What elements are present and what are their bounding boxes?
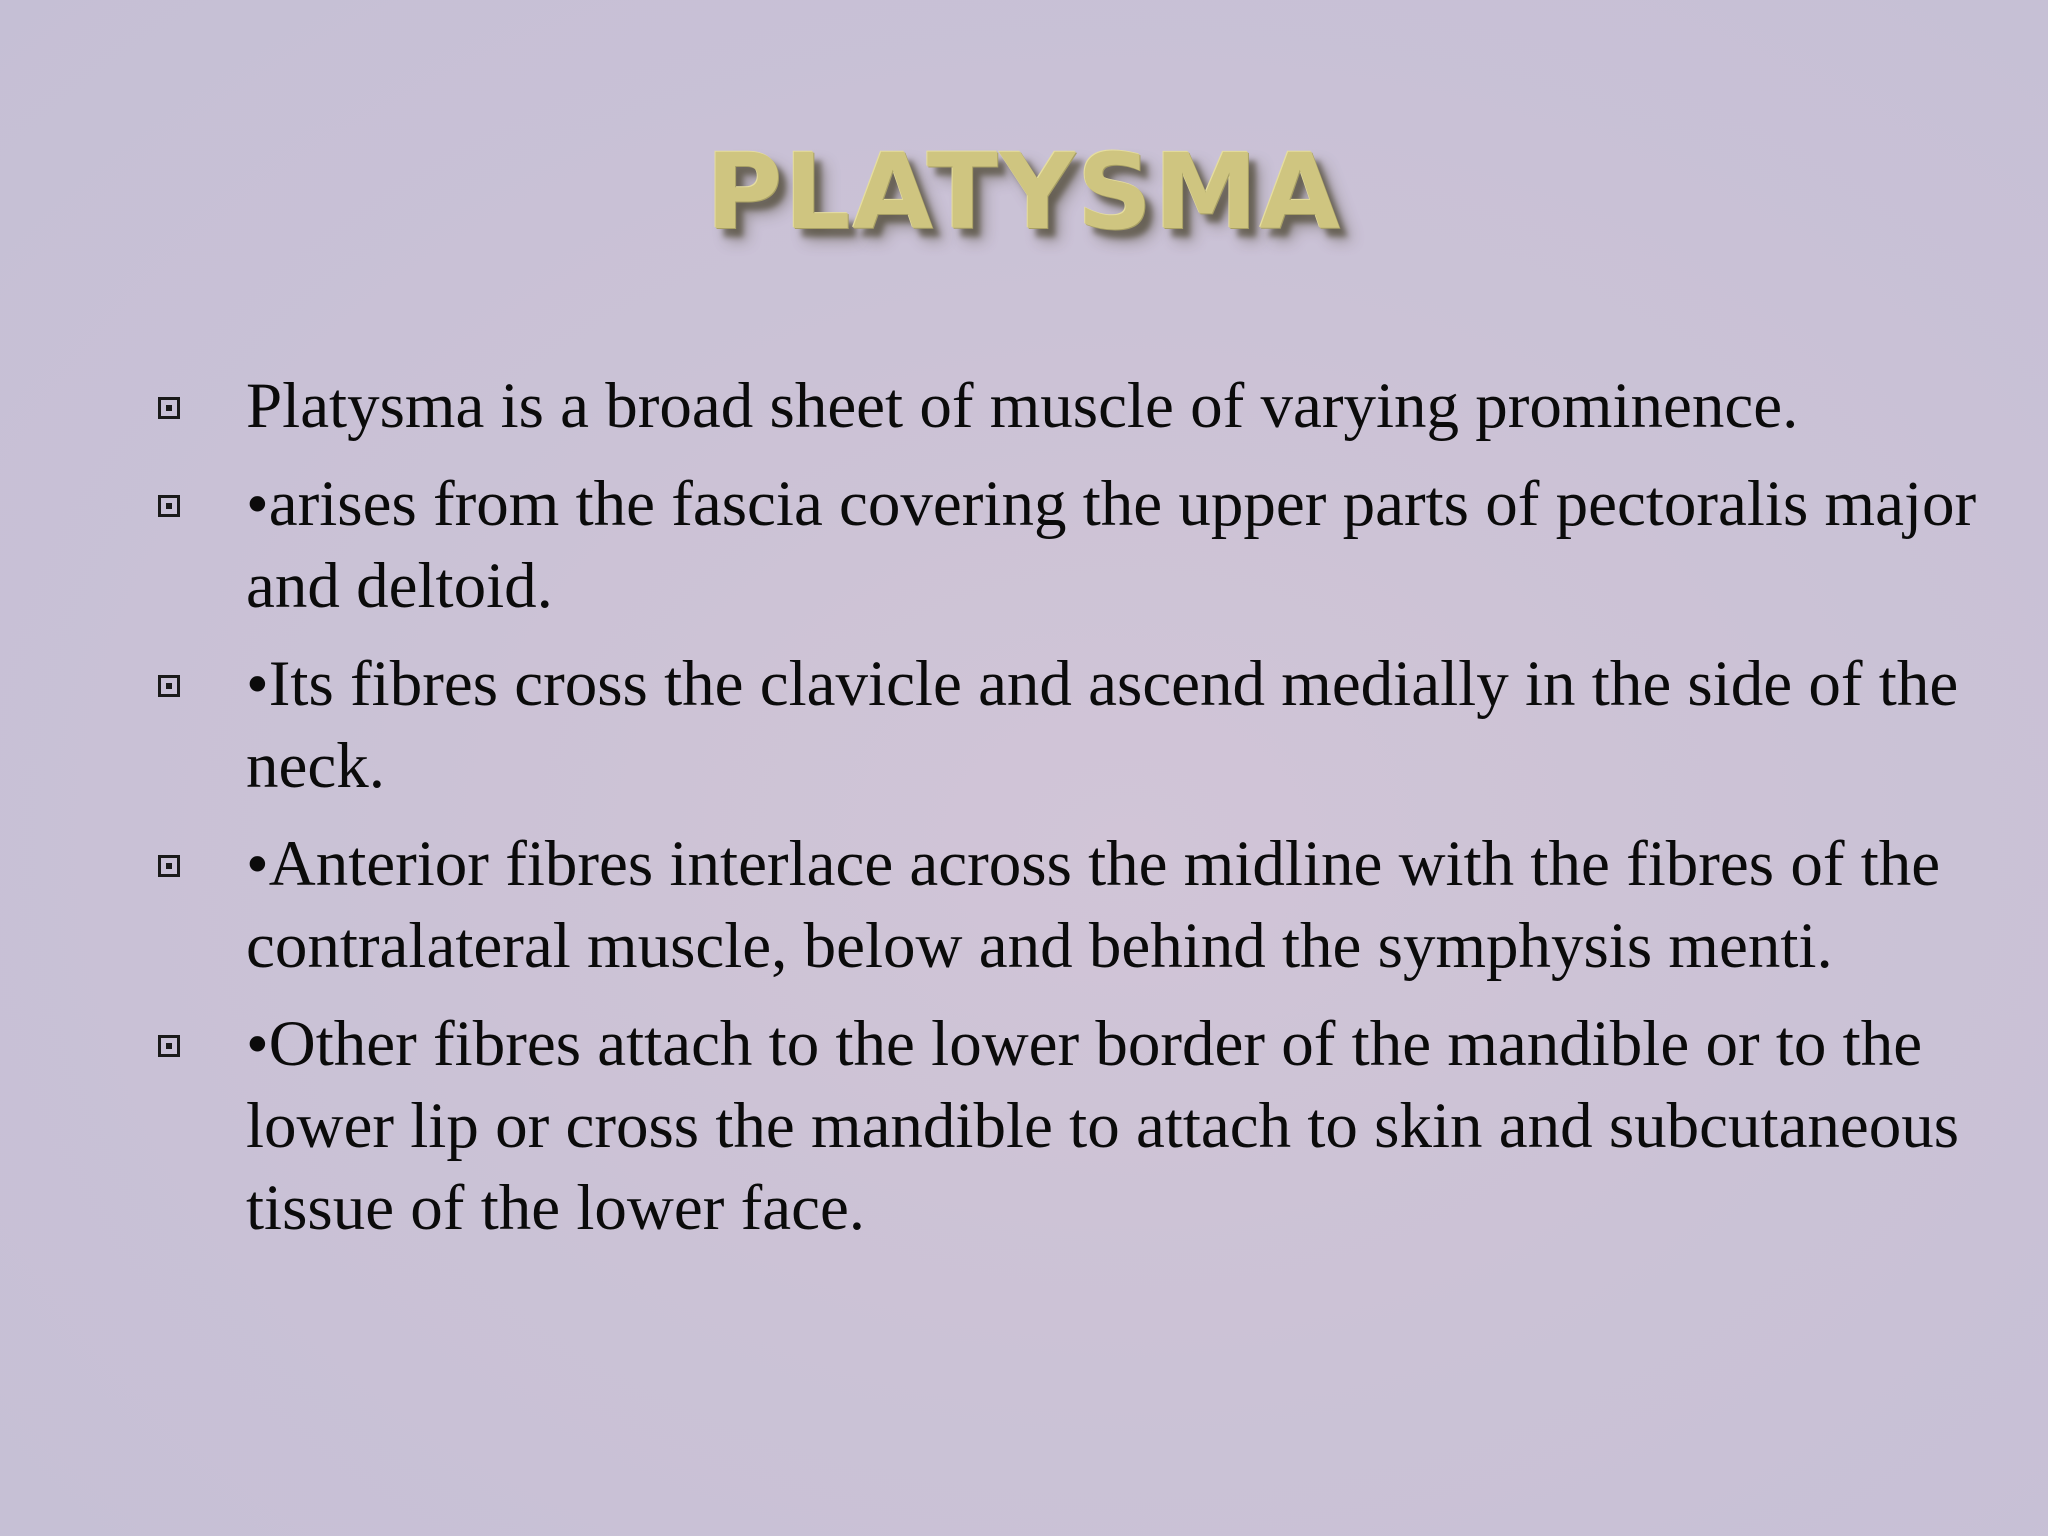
- bullet-list: [0, 365, 2048, 1265]
- bullet-item: [0, 1003, 2048, 1249]
- boxed-square-bullet-icon: [158, 675, 180, 697]
- boxed-square-bullet-icon: [158, 397, 180, 419]
- bullet-item: [0, 643, 2048, 807]
- boxed-square-bullet-icon: [158, 495, 180, 517]
- bullet-text: •Other fibres attach to the lower border of the mandible or to the lower lip or cross the mandible to attach to skin and subcutaneous tissue of the lower face.: [246, 1008, 1960, 1244]
- bullet-item: [0, 823, 2048, 987]
- bullet-text: •Anterior fibres interlace across the midline with the fibres of the contralateral muscle, below and behind the symphysis menti.: [246, 828, 1941, 982]
- bullet-item: [0, 463, 2048, 627]
- bullet-item: [0, 365, 2048, 447]
- slide-title: PLATYSMA: [705, 131, 1343, 253]
- boxed-square-bullet-icon: [158, 855, 180, 877]
- bullet-text: Platysma is a broad sheet of muscle of varying prominence.: [246, 370, 1799, 442]
- boxed-square-bullet-icon: [158, 1035, 180, 1057]
- bullet-text: •arises from the fascia covering the upper parts of pectoralis major and deltoid.: [246, 468, 1977, 622]
- bullet-text: •Its fibres cross the clavicle and ascend medially in the side of the neck.: [246, 648, 1959, 802]
